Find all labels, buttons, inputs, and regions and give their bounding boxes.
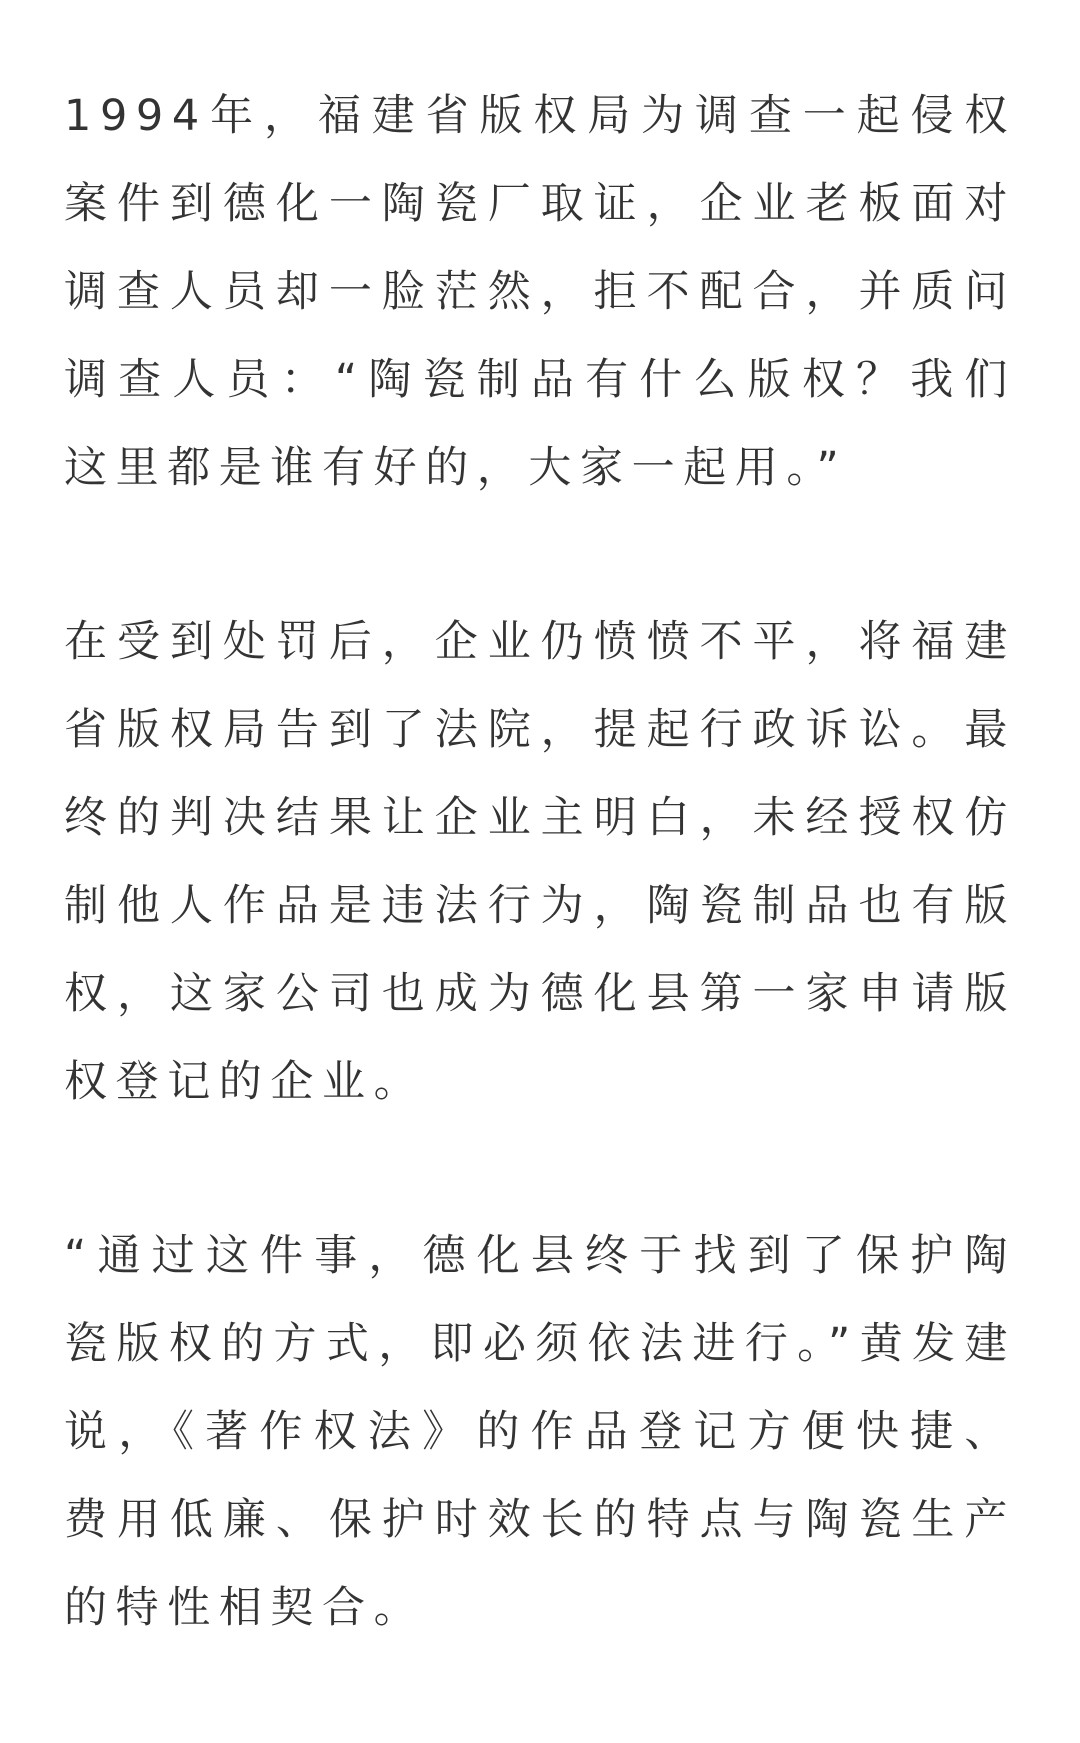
paragraph-3: “通过这件事，德化县终于找到了保护陶瓷版权的方式，即必须依法进行。”黄发建说，《著作权法》的作品登记方便快捷、费用低廉、保护时效长的特点与陶瓷生产的特性相契合。 — [64, 1231, 1016, 1633]
article-body — [64, 72, 1016, 1738]
paragraph-1: 1994年，福建省版权局为调查一起侵权案件到德化一陶瓷厂取证，企业老板面对调查人员却一脸茫然，拒不配合，并质问调查人员：“陶瓷制品有什么版权？我们这里都是谁有好的，大家一起用。” — [64, 91, 1016, 493]
paragraph-2: 在受到处罚后，企业仍愤愤不平，将福建省版权局告到了法院，提起行政诉讼。最终的判决结果让企业主明白，未经授权仿制他人作品是违法行为，陶瓷制品也有版权，这家公司也成为德化县第一家申请版权登记的企业。 — [64, 617, 1016, 1107]
